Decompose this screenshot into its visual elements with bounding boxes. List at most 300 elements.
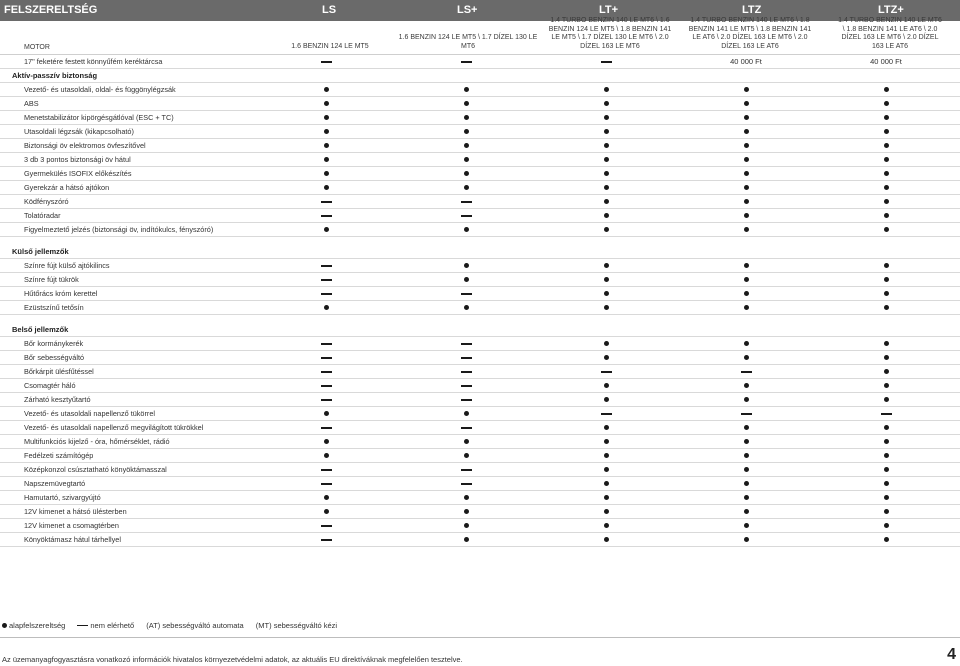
dot-icon — [604, 509, 609, 514]
dot-icon — [884, 369, 889, 374]
dot-icon — [744, 171, 749, 176]
feature-cell — [296, 435, 356, 448]
motor-ltz-plus: 1.4 TURBO BENZIN 140 LE MT6 \ 1.8 BENZIN 141 LE AT6 \ 2.0 DÍZEL 163 LE MT6 \ 2.0 DÍZEL 163 LE AT6 — [838, 17, 942, 50]
dot-icon — [604, 171, 609, 176]
feature-cell — [296, 195, 356, 208]
dash-icon — [321, 343, 332, 345]
feature-cell — [576, 491, 636, 504]
feature-cell — [716, 125, 776, 138]
dot-icon — [884, 101, 889, 106]
feature-cell — [576, 273, 636, 286]
dot-icon — [744, 87, 749, 92]
dot-icon — [464, 143, 469, 148]
dot-icon — [324, 453, 329, 458]
dot-icon — [744, 291, 749, 296]
feature-cell — [856, 83, 916, 96]
legend-manual: (MT) sebességváltó kézi — [255, 620, 338, 630]
feature-table — [0, 55, 960, 547]
dot-icon — [604, 143, 609, 148]
dash-icon — [321, 385, 332, 387]
table-row — [0, 505, 960, 519]
feature-cell — [296, 463, 356, 476]
feature-cell — [856, 365, 916, 378]
feature-cell — [576, 167, 636, 180]
table-row — [0, 111, 960, 125]
table-row — [0, 491, 960, 505]
feature-cell — [576, 223, 636, 236]
feature-label: Vezető- és utasoldali, oldal- és függönylégzsák — [24, 85, 176, 94]
price-value: 40 000 Ft — [730, 57, 762, 66]
feature-label: Hamutartó, szivargyújtó — [24, 493, 101, 502]
dot-icon — [884, 495, 889, 500]
feature-cell — [716, 139, 776, 152]
table-row — [0, 533, 960, 547]
dash-icon — [321, 483, 332, 485]
feature-cell — [296, 125, 356, 138]
dot-icon — [884, 453, 889, 458]
dot-icon — [884, 291, 889, 296]
feature-label: Biztonsági öv elektromos övfeszítővel — [24, 141, 146, 150]
dot-icon — [884, 143, 889, 148]
header-col-ltz-plus: LTZ+ — [878, 4, 904, 16]
dot-icon — [884, 425, 889, 430]
dot-icon — [324, 227, 329, 232]
dash-icon — [321, 427, 332, 429]
feature-cell — [576, 337, 636, 350]
feature-cell — [716, 533, 776, 546]
feature-cell — [436, 153, 496, 166]
table-header — [0, 0, 960, 21]
feature-cell — [576, 393, 636, 406]
dot-icon — [324, 495, 329, 500]
feature-label: Csomagtér háló — [24, 381, 76, 390]
dot-icon — [744, 523, 749, 528]
header-col-ls-plus: LS+ — [457, 4, 478, 16]
feature-cell — [436, 301, 496, 314]
feature-cell — [576, 111, 636, 124]
table-row — [0, 449, 960, 463]
dot-icon — [604, 425, 609, 430]
dot-icon — [884, 439, 889, 444]
dash-icon — [77, 625, 88, 627]
dash-icon — [321, 293, 332, 295]
feature-cell — [436, 209, 496, 222]
feature-cell — [576, 421, 636, 434]
dot-icon — [464, 277, 469, 282]
dot-icon — [744, 115, 749, 120]
legend-standard — [2, 621, 65, 630]
feature-cell — [716, 55, 776, 68]
dot-icon — [604, 199, 609, 204]
feature-label: Zárható kesztyűtartó — [24, 395, 91, 404]
feature-cell — [436, 393, 496, 406]
feature-cell — [716, 379, 776, 392]
table-row — [0, 153, 960, 167]
dot-icon — [604, 291, 609, 296]
table-row — [0, 223, 960, 237]
dot-icon — [884, 185, 889, 190]
table-row — [0, 393, 960, 407]
motor-ls-plus: 1.6 BENZIN 124 LE MT5 \ 1.7 DÍZEL 130 LE MT6 — [398, 34, 538, 50]
dot-icon — [604, 157, 609, 162]
feature-cell — [716, 153, 776, 166]
feature-cell — [296, 491, 356, 504]
feature-cell — [576, 519, 636, 532]
feature-cell — [296, 393, 356, 406]
feature-cell — [296, 351, 356, 364]
dot-icon — [884, 481, 889, 486]
dash-icon — [461, 469, 472, 471]
feature-cell — [576, 153, 636, 166]
feature-cell — [856, 407, 916, 420]
dash-icon — [461, 343, 472, 345]
motor-lt-plus: 1.4 TURBO BENZIN 140 LE MT6 \ 1.6 BENZIN 124 LE MT5 \ 1.8 BENZIN 141 LE MT5 \ 1.7 DÍZEL 130 LE MT6 \ 2.0 DÍZEL 163 LE MT6 — [548, 17, 672, 50]
dot-icon — [884, 129, 889, 134]
dot-icon — [884, 213, 889, 218]
dot-icon — [464, 453, 469, 458]
feature-label: Utasoldali légzsák (kikapcsolható) — [24, 127, 134, 136]
dash-icon — [461, 357, 472, 359]
feature-cell — [436, 519, 496, 532]
feature-cell — [296, 167, 356, 180]
dot-icon — [604, 537, 609, 542]
feature-label: Hűtőrács króm kerettel — [24, 289, 98, 298]
dot-icon — [464, 439, 469, 444]
feature-cell — [716, 435, 776, 448]
feature-label: Színre fújt külső ajtókilincs — [24, 261, 110, 270]
dot-icon — [744, 439, 749, 444]
dot-icon — [744, 453, 749, 458]
feature-label: Ködfényszóró — [24, 197, 69, 206]
feature-cell — [856, 449, 916, 462]
feature-cell — [576, 449, 636, 462]
feature-label: Tolatóradar — [24, 211, 61, 220]
section-spacer — [0, 315, 960, 323]
feature-cell — [576, 181, 636, 194]
feature-label: Középkonzol csúsztatható könyöktámasszal — [24, 465, 167, 474]
feature-cell — [716, 365, 776, 378]
feature-cell — [296, 181, 356, 194]
dot-icon — [464, 227, 469, 232]
dot-icon — [744, 341, 749, 346]
feature-cell — [296, 273, 356, 286]
dot-icon — [604, 439, 609, 444]
feature-label: Bőrkárpit ülésfűtéssel — [24, 367, 94, 376]
dot-icon — [604, 87, 609, 92]
legend-automatic: (AT) sebességváltó automata — [146, 620, 244, 630]
feature-cell — [716, 477, 776, 490]
feature-cell — [856, 167, 916, 180]
dash-icon — [601, 371, 612, 373]
table-row — [0, 273, 960, 287]
table-row — [0, 421, 960, 435]
dot-icon — [604, 115, 609, 120]
dot-icon — [884, 397, 889, 402]
dot-icon — [324, 157, 329, 162]
dot-icon — [884, 263, 889, 268]
dot-icon — [464, 537, 469, 542]
feature-cell — [296, 533, 356, 546]
dot-icon — [324, 509, 329, 514]
feature-cell — [436, 111, 496, 124]
table-row — [0, 209, 960, 223]
feature-cell — [576, 407, 636, 420]
dot-icon — [464, 171, 469, 176]
feature-cell — [856, 125, 916, 138]
feature-cell — [436, 463, 496, 476]
price-value: 40 000 Ft — [870, 57, 902, 66]
dot-icon — [884, 355, 889, 360]
feature-cell — [716, 83, 776, 96]
dot-icon — [324, 185, 329, 190]
feature-cell — [856, 393, 916, 406]
feature-label: Napszemüvegtartó — [24, 479, 86, 488]
motor-row — [0, 17, 960, 55]
table-row — [0, 97, 960, 111]
dot-icon — [884, 509, 889, 514]
feature-cell — [436, 505, 496, 518]
table-row — [0, 125, 960, 139]
dot-icon — [464, 87, 469, 92]
dot-icon — [604, 101, 609, 106]
feature-label: 12V kimenet a hátsó ülésterben — [24, 507, 127, 516]
dot-icon — [324, 171, 329, 176]
feature-cell — [436, 83, 496, 96]
feature-cell — [856, 463, 916, 476]
dot-icon — [604, 277, 609, 282]
dot-icon — [744, 425, 749, 430]
feature-cell — [716, 259, 776, 272]
feature-cell — [296, 287, 356, 300]
dash-icon — [321, 399, 332, 401]
feature-label: Bőr sebességváltó — [24, 353, 85, 362]
dash-icon — [321, 61, 332, 63]
dot-icon — [884, 537, 889, 542]
dash-icon — [461, 371, 472, 373]
feature-cell — [436, 435, 496, 448]
feature-cell — [716, 463, 776, 476]
dot-icon — [604, 467, 609, 472]
dot-icon — [464, 411, 469, 416]
feature-cell — [576, 195, 636, 208]
feature-cell — [296, 337, 356, 350]
feature-label: Gyermekülés ISOFIX előkészítés — [24, 169, 132, 178]
feature-label: ABS — [24, 99, 39, 108]
feature-label: Bőr kormánykerék — [24, 339, 84, 348]
table-row — [0, 167, 960, 181]
feature-cell — [716, 181, 776, 194]
feature-cell — [576, 379, 636, 392]
dot-icon — [744, 227, 749, 232]
feature-cell — [436, 379, 496, 392]
dot-icon — [884, 157, 889, 162]
feature-cell — [576, 125, 636, 138]
feature-cell — [296, 139, 356, 152]
feature-cell — [436, 287, 496, 300]
feature-cell — [716, 505, 776, 518]
motor-label: MOTOR — [24, 44, 50, 51]
feature-cell — [296, 223, 356, 236]
dot-icon — [604, 185, 609, 190]
dot-icon — [464, 305, 469, 310]
dot-icon — [324, 439, 329, 444]
dash-icon — [321, 201, 332, 203]
feature-cell — [856, 505, 916, 518]
dot-icon — [744, 305, 749, 310]
dot-icon — [744, 143, 749, 148]
legend-not-available — [77, 621, 134, 630]
table-row — [0, 139, 960, 153]
dot-icon — [604, 341, 609, 346]
section-title: Aktív-passzív biztonság — [12, 71, 98, 80]
dot-icon — [604, 523, 609, 528]
dot-icon — [604, 227, 609, 232]
feature-cell — [716, 407, 776, 420]
dot-icon — [464, 263, 469, 268]
feature-cell — [856, 209, 916, 222]
feature-cell — [296, 365, 356, 378]
dot-icon — [744, 509, 749, 514]
feature-cell — [716, 421, 776, 434]
feature-cell — [716, 167, 776, 180]
dot-icon — [604, 129, 609, 134]
table-row — [0, 477, 960, 491]
feature-label: Multifunkciós kijelző - óra, hőmérséklet, rádió — [24, 437, 170, 446]
header-col-ltz: LTZ — [742, 4, 762, 16]
dot-icon — [884, 467, 889, 472]
feature-cell — [436, 533, 496, 546]
dot-icon — [604, 481, 609, 486]
table-row — [0, 195, 960, 209]
feature-cell — [436, 337, 496, 350]
dash-icon — [461, 293, 472, 295]
feature-cell — [296, 111, 356, 124]
feature-label: Figyelmeztető jelzés (biztonsági öv, indítókulcs, fényszóró) — [24, 225, 214, 234]
feature-label: Vezető- és utasoldali napellenző megvilágított tükrökkel — [24, 423, 204, 432]
table-row — [0, 337, 960, 351]
feature-cell — [296, 477, 356, 490]
feature-cell — [576, 209, 636, 222]
feature-cell — [856, 287, 916, 300]
header-col-lt-plus: LT+ — [599, 4, 619, 16]
feature-cell — [576, 463, 636, 476]
feature-label: Színre fújt tükrök — [24, 275, 79, 284]
feature-cell — [296, 83, 356, 96]
feature-cell — [716, 519, 776, 532]
dot-icon — [884, 523, 889, 528]
feature-cell — [856, 491, 916, 504]
dot-icon — [324, 129, 329, 134]
feature-cell — [296, 209, 356, 222]
dot-icon — [744, 129, 749, 134]
dot-icon — [884, 341, 889, 346]
dot-icon — [744, 157, 749, 162]
feature-cell — [716, 223, 776, 236]
feature-cell — [436, 477, 496, 490]
feature-cell — [436, 125, 496, 138]
table-row — [0, 259, 960, 273]
feature-cell — [436, 181, 496, 194]
feature-cell — [856, 139, 916, 152]
dot-icon — [744, 277, 749, 282]
dot-icon — [884, 277, 889, 282]
feature-cell — [576, 351, 636, 364]
dash-icon — [741, 413, 752, 415]
feature-cell — [296, 421, 356, 434]
feature-cell — [716, 337, 776, 350]
dot-icon — [744, 467, 749, 472]
section-title: Belső jellemzők — [12, 325, 69, 334]
dot-icon — [884, 199, 889, 204]
table-row — [0, 55, 960, 69]
dot-icon — [604, 495, 609, 500]
feature-cell — [296, 55, 356, 68]
feature-label: Menetstabilizátor kipörgésgátlóval (ESC + TC) — [24, 113, 174, 122]
feature-cell — [576, 301, 636, 314]
feature-cell — [296, 449, 356, 462]
dot-icon — [884, 115, 889, 120]
dot-icon — [744, 101, 749, 106]
feature-cell — [296, 153, 356, 166]
feature-cell — [576, 83, 636, 96]
dot-icon — [604, 453, 609, 458]
table-row — [0, 379, 960, 393]
section-heading — [0, 69, 960, 83]
dot-icon — [744, 481, 749, 486]
table-row — [0, 351, 960, 365]
feature-cell — [576, 365, 636, 378]
feature-cell — [716, 301, 776, 314]
feature-cell — [296, 97, 356, 110]
feature-label: Fedélzeti számítógép — [24, 451, 94, 460]
dot-icon — [324, 143, 329, 148]
dash-icon — [461, 483, 472, 485]
feature-label: Vezető- és utasoldali napellenző tükörrel — [24, 409, 156, 418]
dot-icon — [604, 383, 609, 388]
dot-icon — [884, 227, 889, 232]
feature-cell — [436, 97, 496, 110]
feature-cell — [576, 139, 636, 152]
dot-icon — [744, 537, 749, 542]
dot-icon — [744, 199, 749, 204]
dot-icon — [744, 213, 749, 218]
feature-cell — [576, 55, 636, 68]
legend-standard-text: alapfelszereltség — [9, 620, 66, 630]
feature-cell — [716, 273, 776, 286]
feature-cell — [436, 195, 496, 208]
feature-cell — [716, 97, 776, 110]
feature-cell — [576, 259, 636, 272]
feature-cell — [716, 195, 776, 208]
feature-cell — [856, 273, 916, 286]
table-row — [0, 463, 960, 477]
dash-icon — [461, 399, 472, 401]
dot-icon — [464, 115, 469, 120]
table-row — [0, 287, 960, 301]
feature-cell — [716, 287, 776, 300]
feature-cell — [436, 223, 496, 236]
dash-icon — [321, 371, 332, 373]
dot-icon — [2, 623, 7, 628]
feature-label: 17" feketére festett könnyűfém keréktárcsa — [24, 57, 163, 66]
dot-icon — [744, 397, 749, 402]
dot-icon — [464, 495, 469, 500]
feature-cell — [856, 97, 916, 110]
dot-icon — [884, 87, 889, 92]
feature-cell — [576, 505, 636, 518]
feature-cell — [436, 259, 496, 272]
dash-icon — [881, 413, 892, 415]
